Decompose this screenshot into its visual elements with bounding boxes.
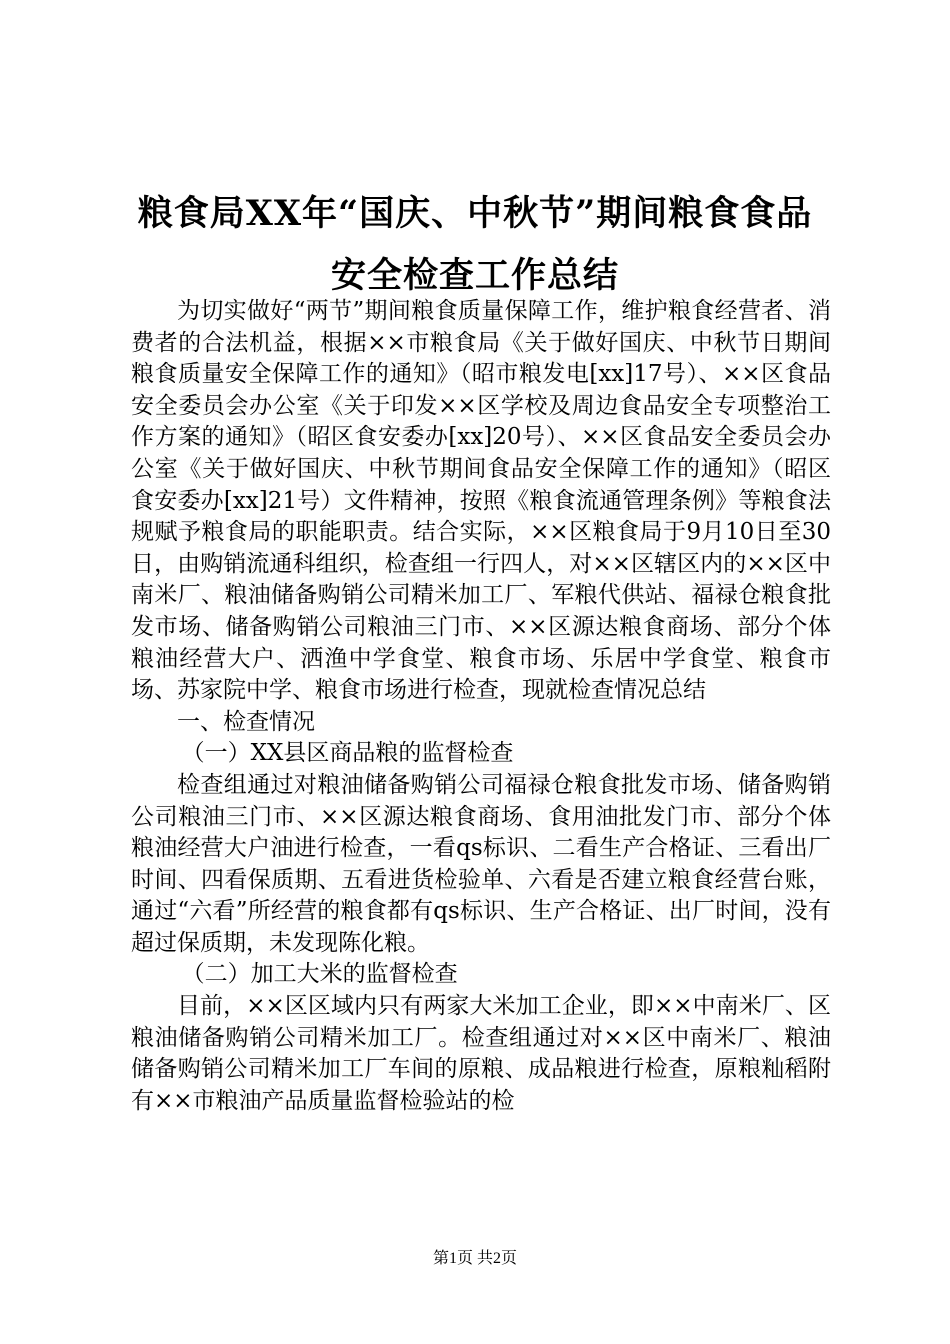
paragraph-rice-processing: 目前，××区区域内只有两家大米加工企业，即××中南米厂、区粮油储备购销公司精米加工厂。检查组通过对××区中南米厂、粮油储备购销公司精米加工厂车间的原粮、成品粮进行检查，原粮籼稻附有××市粮油产品质量监督检验站的检 <box>131 993 831 1114</box>
document-body <box>131 296 831 1117</box>
subsection-heading-2: （二）加工大米的监督检查 <box>181 961 458 988</box>
document-title-line-1: 粮食局XX年“国庆、中秋节”期间粮食食品 <box>137 193 813 234</box>
section-heading: 一、检查情况 <box>177 708 315 735</box>
paragraph-intro: 为切实做好“两节”期间粮食质量保障工作，维护粮食经营者、消费者的合法机益，根据××市粮食局《关于做好国庆、中秋节日期间粮食质量安全保障工作的通知》（昭市粮发电[xx]17号）、××区食品安全委员会办公室《关于印发××区学校及周边食品安全专项整治工作方案的通知》（昭区食安委办[xx]20号）、××区食品安全委员会办公室《关于做好国庆、中秋节期间食品安全保障工作的通知》（昭区食安委办[xx]21号）文件精神，按照《粮食流通管理条例》等粮食法规赋予粮食局的职能职责。结合实际，××区粮食局于9月10日至30日，由购销流通科组织，检查组一行四人，对××区辖区内的××区中南米厂、粮油储备购销公司精米加工厂、军粮代供站、福禄仓粮食批发市场、储备购销公司粮油三门市、××区源达粮食商场、部分个体粮油经营大户、洒渔中学食堂、粮食市场、乐居中学食堂、粮食市场、苏家院中学、粮食市场进行检查，现就检查情况总结 <box>131 298 831 704</box>
subsection-heading-1: （一）XX县区商品粮的监督检查 <box>181 740 514 767</box>
paragraph-commodity-grain: 检查组通过对粮油储备购销公司福禄仓粮食批发市场、储备购销公司粮油三门市、××区源达粮食商场、食用油批发门市、部分个体粮油经营大户油进行检查，一看qs标识、二看生产合格证、三看出厂时间、四看保质期、五看进货检验单、六看是否建立粮食经营台账，通过“六看”所经营的粮食都有qs标识、生产合格证、出厂时间，没有超过保质期，未发现陈化粮。 <box>131 771 831 956</box>
page-footer: 第1页 共2页 <box>432 1250 517 1267</box>
document-title-line-2: 安全检查工作总结 <box>330 255 619 296</box>
